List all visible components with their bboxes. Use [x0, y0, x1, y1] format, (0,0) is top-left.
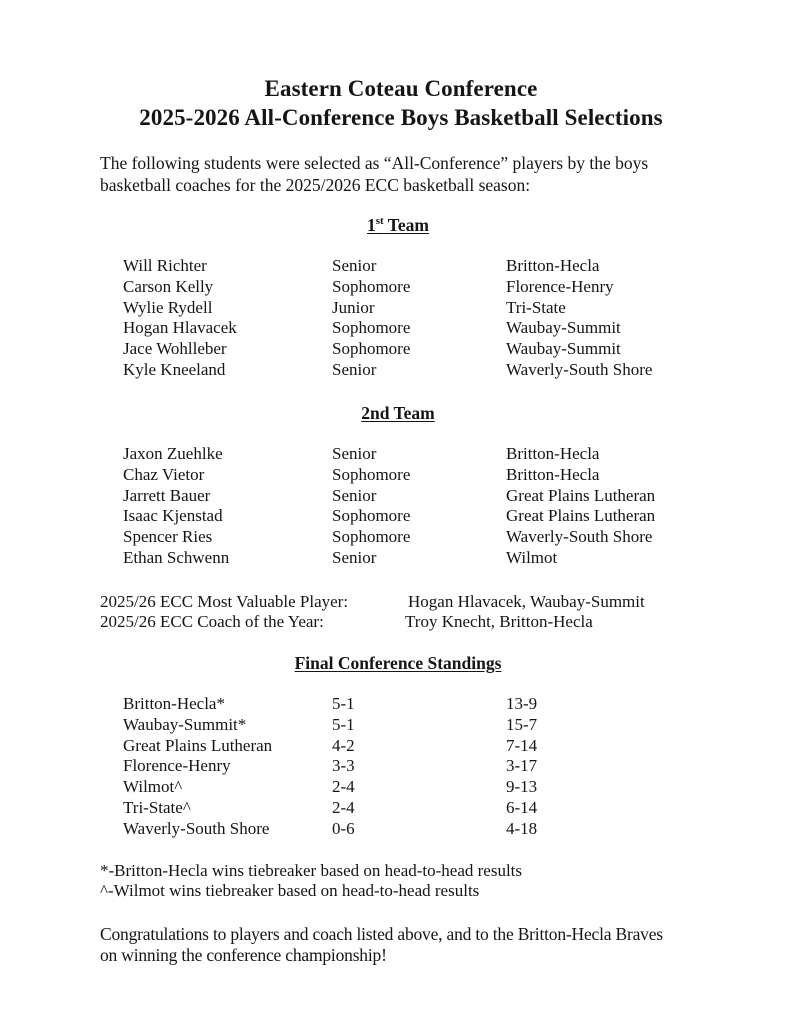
- mvp-value: Hogan Hlavacek, Waubay-Summit: [408, 592, 645, 611]
- standings-overall-record: 9-13: [506, 777, 538, 797]
- closing-line-2: on winning the conference championship!: [100, 945, 387, 965]
- player-school: Waubay-Summit: [506, 339, 621, 359]
- coach-label: 2025/26 ECC Coach of the Year:: [100, 612, 324, 631]
- player-row: [123, 486, 723, 507]
- player-name: Wylie Rydell: [123, 297, 213, 317]
- player-school: Great Plains Lutheran: [506, 485, 656, 505]
- intro-line-2: basketball coaches for the 2025/2026 ECC basketball season:: [100, 175, 531, 195]
- player-grade: Sophomore: [332, 464, 411, 484]
- standings-list: [123, 694, 723, 840]
- player-name: Isaac Kjenstad: [123, 506, 223, 526]
- standings-team: Tri-State^: [123, 797, 191, 817]
- player-name: Ethan Schwenn: [123, 547, 230, 567]
- first-team-heading-suffix: st: [375, 215, 384, 228]
- standings-row: [123, 694, 723, 715]
- tiebreaker-note-1: *-Britton-Hecla wins tiebreaker based on head-to-head results: [100, 861, 523, 880]
- player-grade: Junior: [332, 297, 375, 317]
- standings-team: Waverly-South Shore: [123, 818, 270, 838]
- intro-line-1: The following students were selected as “All-Conference” players by the boys: [100, 153, 649, 173]
- player-grade: Sophomore: [332, 339, 411, 359]
- player-row: [123, 339, 723, 360]
- player-school: Tri-State: [506, 297, 566, 317]
- standings-conference-record: 4-2: [332, 735, 355, 755]
- player-school: Florence-Henry: [506, 276, 614, 296]
- player-row: [123, 256, 723, 277]
- document-subtitle: 2025-2026 All-Conference Boys Basketball Selections: [139, 105, 663, 130]
- player-grade: Senior: [332, 256, 377, 275]
- player-grade: Sophomore: [332, 506, 411, 526]
- standings-row: [123, 736, 723, 757]
- first-team-heading-text: Team: [383, 215, 429, 235]
- coach-value: Troy Knecht, Britton-Hecla: [405, 612, 593, 631]
- player-name: Kyle Kneeland: [123, 359, 226, 379]
- standings-conference-record: 2-4: [332, 797, 355, 817]
- standings-overall-record: 3-17: [506, 756, 538, 776]
- player-grade: Senior: [332, 485, 377, 505]
- player-name: Jace Wohlleber: [123, 339, 227, 359]
- player-row: [123, 506, 723, 527]
- second-team-heading: 2nd Team: [361, 403, 435, 423]
- player-school: Waubay-Summit: [506, 318, 621, 338]
- standings-overall-record: 6-14: [506, 797, 538, 817]
- first-team-list: [123, 256, 723, 381]
- first-team-heading-number: 1: [367, 215, 376, 235]
- player-name: Hogan Hlavacek: [123, 318, 237, 338]
- player-grade: Senior: [332, 547, 377, 567]
- player-row: [123, 360, 723, 381]
- tiebreaker-note-2: ^-Wilmot wins tiebreaker based on head-to-head results: [100, 881, 480, 900]
- player-row: [123, 277, 723, 298]
- player-school: Great Plains Lutheran: [506, 506, 656, 526]
- mvp-award: [100, 591, 720, 612]
- player-school: Britton-Hecla: [506, 464, 600, 484]
- standings-row: [123, 756, 723, 777]
- closing-line-1: Congratulations to players and coach listed above, and to the Britton-Hecla Braves: [100, 924, 663, 944]
- player-row: [123, 298, 723, 319]
- player-name: Will Richter: [123, 256, 207, 275]
- standings-team: Wilmot^: [123, 777, 183, 797]
- player-grade: Senior: [332, 444, 377, 463]
- standings-conference-record: 5-1: [332, 694, 355, 713]
- player-school: Waverly-South Shore: [506, 527, 653, 547]
- player-grade: Sophomore: [332, 276, 411, 296]
- player-school: Wilmot: [506, 547, 558, 567]
- player-name: Carson Kelly: [123, 276, 214, 296]
- player-grade: Senior: [332, 359, 377, 379]
- player-row: [123, 465, 723, 486]
- first-team-heading: [0, 214, 791, 236]
- standings-row: [123, 715, 723, 736]
- player-grade: Sophomore: [332, 527, 411, 547]
- mvp-label: 2025/26 ECC Most Valuable Player:: [100, 592, 349, 611]
- standings-team: Britton-Hecla*: [123, 694, 225, 713]
- standings-row: [123, 798, 723, 819]
- player-school: Britton-Hecla: [506, 256, 600, 275]
- standings-team: Waubay-Summit*: [123, 714, 247, 734]
- standings-row: [123, 777, 723, 798]
- standings-overall-record: 7-14: [506, 735, 538, 755]
- standings-overall-record: 4-18: [506, 818, 538, 838]
- player-grade: Sophomore: [332, 318, 411, 338]
- document-title: Eastern Coteau Conference: [264, 76, 538, 101]
- standings-conference-record: 5-1: [332, 714, 355, 734]
- player-row: [123, 444, 723, 465]
- standings-team: Florence-Henry: [123, 756, 231, 776]
- standings-overall-record: 13-9: [506, 694, 538, 713]
- player-name: Spencer Ries: [123, 527, 213, 547]
- coach-award: [100, 611, 720, 632]
- player-row: [123, 548, 723, 569]
- standings-conference-record: 0-6: [332, 818, 355, 838]
- second-team-list: [123, 444, 723, 569]
- player-name: Jarrett Bauer: [123, 485, 211, 505]
- player-row: [123, 527, 723, 548]
- standings-overall-record: 15-7: [506, 714, 538, 734]
- player-row: [123, 318, 723, 339]
- player-school: Britton-Hecla: [506, 444, 600, 463]
- player-school: Waverly-South Shore: [506, 359, 653, 379]
- standings-row: [123, 819, 723, 840]
- standings-conference-record: 3-3: [332, 756, 355, 776]
- player-name: Jaxon Zuehlke: [123, 444, 223, 463]
- standings-conference-record: 2-4: [332, 777, 355, 797]
- player-name: Chaz Vietor: [123, 464, 205, 484]
- standings-team: Great Plains Lutheran: [123, 735, 273, 755]
- standings-heading: Final Conference Standings: [294, 653, 502, 673]
